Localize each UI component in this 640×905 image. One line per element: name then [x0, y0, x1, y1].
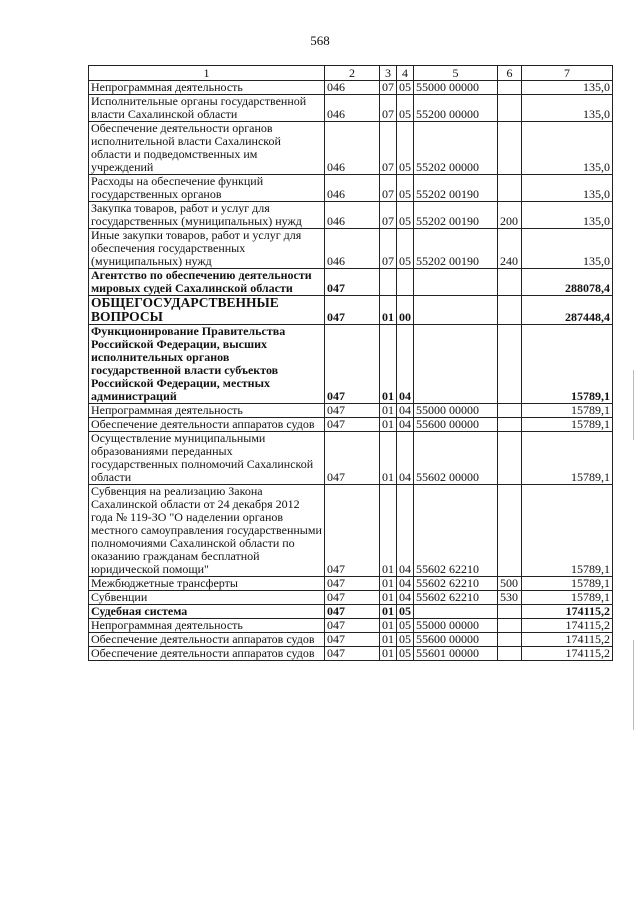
column-header: 4 — [397, 66, 414, 81]
row-code-cell: 07 — [380, 202, 397, 229]
table-row — [89, 122, 613, 175]
row-code-cell — [397, 269, 414, 296]
row-code-cell: 046 — [325, 95, 380, 122]
row-code-cell: 07 — [380, 95, 397, 122]
row-amount-cell: 174115,2 — [522, 633, 613, 647]
row-amount-cell: 287448,4 — [522, 296, 613, 325]
row-code-cell — [498, 432, 522, 485]
row-code-cell — [498, 269, 522, 296]
row-name-cell: Обеспечение деятельности аппаратов судов — [89, 418, 325, 432]
row-code-cell — [498, 325, 522, 404]
row-name-cell: Межбюджетные трансферты — [89, 577, 325, 591]
row-code-cell — [498, 95, 522, 122]
row-name-cell: Непрограммная деятельность — [89, 404, 325, 418]
row-code-cell: 05 — [397, 202, 414, 229]
row-code-cell: 55601 00000 — [414, 647, 498, 661]
table-header-row — [89, 66, 613, 81]
row-code-cell: 01 — [380, 404, 397, 418]
row-code-cell: 047 — [325, 404, 380, 418]
row-code-cell — [498, 647, 522, 661]
table-row — [89, 404, 613, 418]
table-row — [89, 269, 613, 296]
table-row — [89, 591, 613, 605]
table-row — [89, 619, 613, 633]
row-code-cell: 05 — [397, 229, 414, 269]
row-code-cell: 04 — [397, 418, 414, 432]
row-code-cell: 55202 00190 — [414, 202, 498, 229]
table-row — [89, 296, 613, 325]
table-row — [89, 605, 613, 619]
row-code-cell: 05 — [397, 122, 414, 175]
row-name-cell: Обеспечение деятельности аппаратов судов — [89, 647, 325, 661]
row-amount-cell: 174115,2 — [522, 619, 613, 633]
row-code-cell: 01 — [380, 577, 397, 591]
row-amount-cell: 15789,1 — [522, 485, 613, 577]
row-code-cell: 05 — [397, 619, 414, 633]
row-code-cell: 046 — [325, 81, 380, 95]
row-code-cell: 05 — [397, 81, 414, 95]
page-number: 568 — [310, 33, 330, 48]
row-code-cell: 500 — [498, 577, 522, 591]
scan-edge-mark — [633, 640, 634, 730]
row-amount-cell: 15789,1 — [522, 404, 613, 418]
row-code-cell: 55202 00190 — [414, 175, 498, 202]
scan-edge-mark — [633, 370, 634, 440]
row-name-cell: Обеспечение деятельности органов исполнительной власти Сахалинской области и подведомственных им учреждений — [89, 122, 325, 175]
row-amount-cell: 15789,1 — [522, 325, 613, 404]
row-code-cell: 05 — [397, 95, 414, 122]
row-name-cell: Осуществление муниципальными образованиями переданных государственных полномочий Сахалинской области — [89, 432, 325, 485]
row-code-cell: 047 — [325, 485, 380, 577]
row-code-cell: 047 — [325, 647, 380, 661]
table-row — [89, 485, 613, 577]
row-code-cell: 00 — [397, 296, 414, 325]
row-code-cell: 55602 62210 — [414, 577, 498, 591]
row-code-cell — [380, 269, 397, 296]
row-code-cell: 047 — [325, 591, 380, 605]
row-code-cell: 07 — [380, 229, 397, 269]
row-name-cell: ОБЩЕГОСУДАРСТВЕННЫЕ ВОПРОСЫ — [89, 296, 325, 325]
row-code-cell: 04 — [397, 591, 414, 605]
row-code-cell: 01 — [380, 296, 397, 325]
row-code-cell: 047 — [325, 605, 380, 619]
row-code-cell — [498, 619, 522, 633]
row-amount-cell: 174115,2 — [522, 647, 613, 661]
row-name-cell: Расходы на обеспечение функций государственных органов — [89, 175, 325, 202]
row-code-cell: 530 — [498, 591, 522, 605]
column-header: 5 — [414, 66, 498, 81]
column-header: 1 — [89, 66, 325, 81]
row-name-cell: Функционирование Правительства Российской Федерации, высших исполнительных органов государственной власти субъектов Российской Федерации, местных администраций — [89, 325, 325, 404]
row-amount-cell: 15789,1 — [522, 418, 613, 432]
row-code-cell: 55202 00000 — [414, 122, 498, 175]
row-name-cell: Агентство по обеспечению деятельности мировых судей Сахалинской области — [89, 269, 325, 296]
table-row — [89, 95, 613, 122]
row-code-cell: 01 — [380, 432, 397, 485]
row-code-cell — [498, 418, 522, 432]
row-name-cell: Исполнительные органы государственной власти Сахалинской области — [89, 95, 325, 122]
row-amount-cell: 174115,2 — [522, 605, 613, 619]
row-code-cell: 047 — [325, 325, 380, 404]
row-code-cell: 04 — [397, 325, 414, 404]
table-row — [89, 175, 613, 202]
row-code-cell: 01 — [380, 605, 397, 619]
row-code-cell: 04 — [397, 404, 414, 418]
row-code-cell: 55600 00000 — [414, 633, 498, 647]
budget-table — [88, 65, 613, 661]
row-code-cell: 01 — [380, 418, 397, 432]
row-code-cell: 046 — [325, 122, 380, 175]
row-code-cell — [498, 175, 522, 202]
row-code-cell: 05 — [397, 175, 414, 202]
row-name-cell: Субвенция на реализацию Закона Сахалинской области от 24 декабря 2012 года № 119-ЗО "О наделении органов местного самоуправления государственными полномочиями Сахалинской области по оказанию гражданам бесплатной юридической помощи" — [89, 485, 325, 577]
row-amount-cell: 135,0 — [522, 95, 613, 122]
row-amount-cell: 135,0 — [522, 175, 613, 202]
row-code-cell — [498, 485, 522, 577]
row-code-cell: 200 — [498, 202, 522, 229]
row-code-cell: 04 — [397, 577, 414, 591]
row-code-cell: 55202 00190 — [414, 229, 498, 269]
row-code-cell: 05 — [397, 633, 414, 647]
row-code-cell — [498, 404, 522, 418]
row-name-cell: Судебная система — [89, 605, 325, 619]
row-amount-cell: 15789,1 — [522, 577, 613, 591]
column-header: 6 — [498, 66, 522, 81]
row-name-cell: Обеспечение деятельности аппаратов судов — [89, 633, 325, 647]
row-code-cell: 05 — [397, 605, 414, 619]
row-code-cell — [498, 605, 522, 619]
row-code-cell: 01 — [380, 619, 397, 633]
row-code-cell: 55000 00000 — [414, 619, 498, 633]
row-name-cell: Субвенции — [89, 591, 325, 605]
row-code-cell — [414, 296, 498, 325]
row-code-cell: 046 — [325, 229, 380, 269]
row-code-cell — [414, 269, 498, 296]
row-code-cell: 55000 00000 — [414, 81, 498, 95]
row-amount-cell: 15789,1 — [522, 591, 613, 605]
row-code-cell: 04 — [397, 432, 414, 485]
row-code-cell: 01 — [380, 325, 397, 404]
row-code-cell: 55602 62210 — [414, 591, 498, 605]
row-code-cell: 04 — [397, 485, 414, 577]
table-row — [89, 229, 613, 269]
row-code-cell: 55000 00000 — [414, 404, 498, 418]
table-row — [89, 432, 613, 485]
row-name-cell: Непрограммная деятельность — [89, 81, 325, 95]
row-amount-cell: 15789,1 — [522, 432, 613, 485]
row-code-cell — [498, 81, 522, 95]
row-code-cell: 01 — [380, 591, 397, 605]
table-row — [89, 418, 613, 432]
row-code-cell — [498, 296, 522, 325]
table-row — [89, 647, 613, 661]
row-code-cell — [414, 325, 498, 404]
row-name-cell: Непрограммная деятельность — [89, 619, 325, 633]
row-code-cell: 047 — [325, 633, 380, 647]
row-code-cell: 046 — [325, 202, 380, 229]
table-row — [89, 81, 613, 95]
row-code-cell: 55602 62210 — [414, 485, 498, 577]
row-code-cell — [414, 605, 498, 619]
table-row — [89, 202, 613, 229]
row-code-cell — [498, 122, 522, 175]
row-code-cell: 07 — [380, 81, 397, 95]
row-code-cell: 55602 00000 — [414, 432, 498, 485]
row-code-cell: 047 — [325, 418, 380, 432]
row-code-cell: 046 — [325, 175, 380, 202]
row-code-cell: 047 — [325, 432, 380, 485]
row-code-cell — [498, 633, 522, 647]
row-code-cell: 07 — [380, 175, 397, 202]
row-code-cell: 05 — [397, 647, 414, 661]
table-body — [89, 81, 613, 661]
row-code-cell: 07 — [380, 122, 397, 175]
row-code-cell: 047 — [325, 296, 380, 325]
table-row — [89, 325, 613, 404]
row-name-cell: Закупка товаров, работ и услуг для государственных (муниципальных) нужд — [89, 202, 325, 229]
row-amount-cell: 135,0 — [522, 229, 613, 269]
table-row — [89, 633, 613, 647]
row-code-cell: 01 — [380, 485, 397, 577]
table-row — [89, 577, 613, 591]
row-code-cell: 047 — [325, 577, 380, 591]
row-amount-cell: 288078,4 — [522, 269, 613, 296]
row-code-cell: 55600 00000 — [414, 418, 498, 432]
row-code-cell: 240 — [498, 229, 522, 269]
column-header: 3 — [380, 66, 397, 81]
row-code-cell: 55200 00000 — [414, 95, 498, 122]
row-code-cell: 01 — [380, 647, 397, 661]
row-code-cell: 047 — [325, 269, 380, 296]
row-code-cell: 047 — [325, 619, 380, 633]
row-amount-cell: 135,0 — [522, 122, 613, 175]
row-amount-cell: 135,0 — [522, 81, 613, 95]
column-header: 7 — [522, 66, 613, 81]
row-name-cell: Иные закупки товаров, работ и услуг для обеспечения государственных (муниципальных) нужд — [89, 229, 325, 269]
row-amount-cell: 135,0 — [522, 202, 613, 229]
column-header: 2 — [325, 66, 380, 81]
row-code-cell: 01 — [380, 633, 397, 647]
